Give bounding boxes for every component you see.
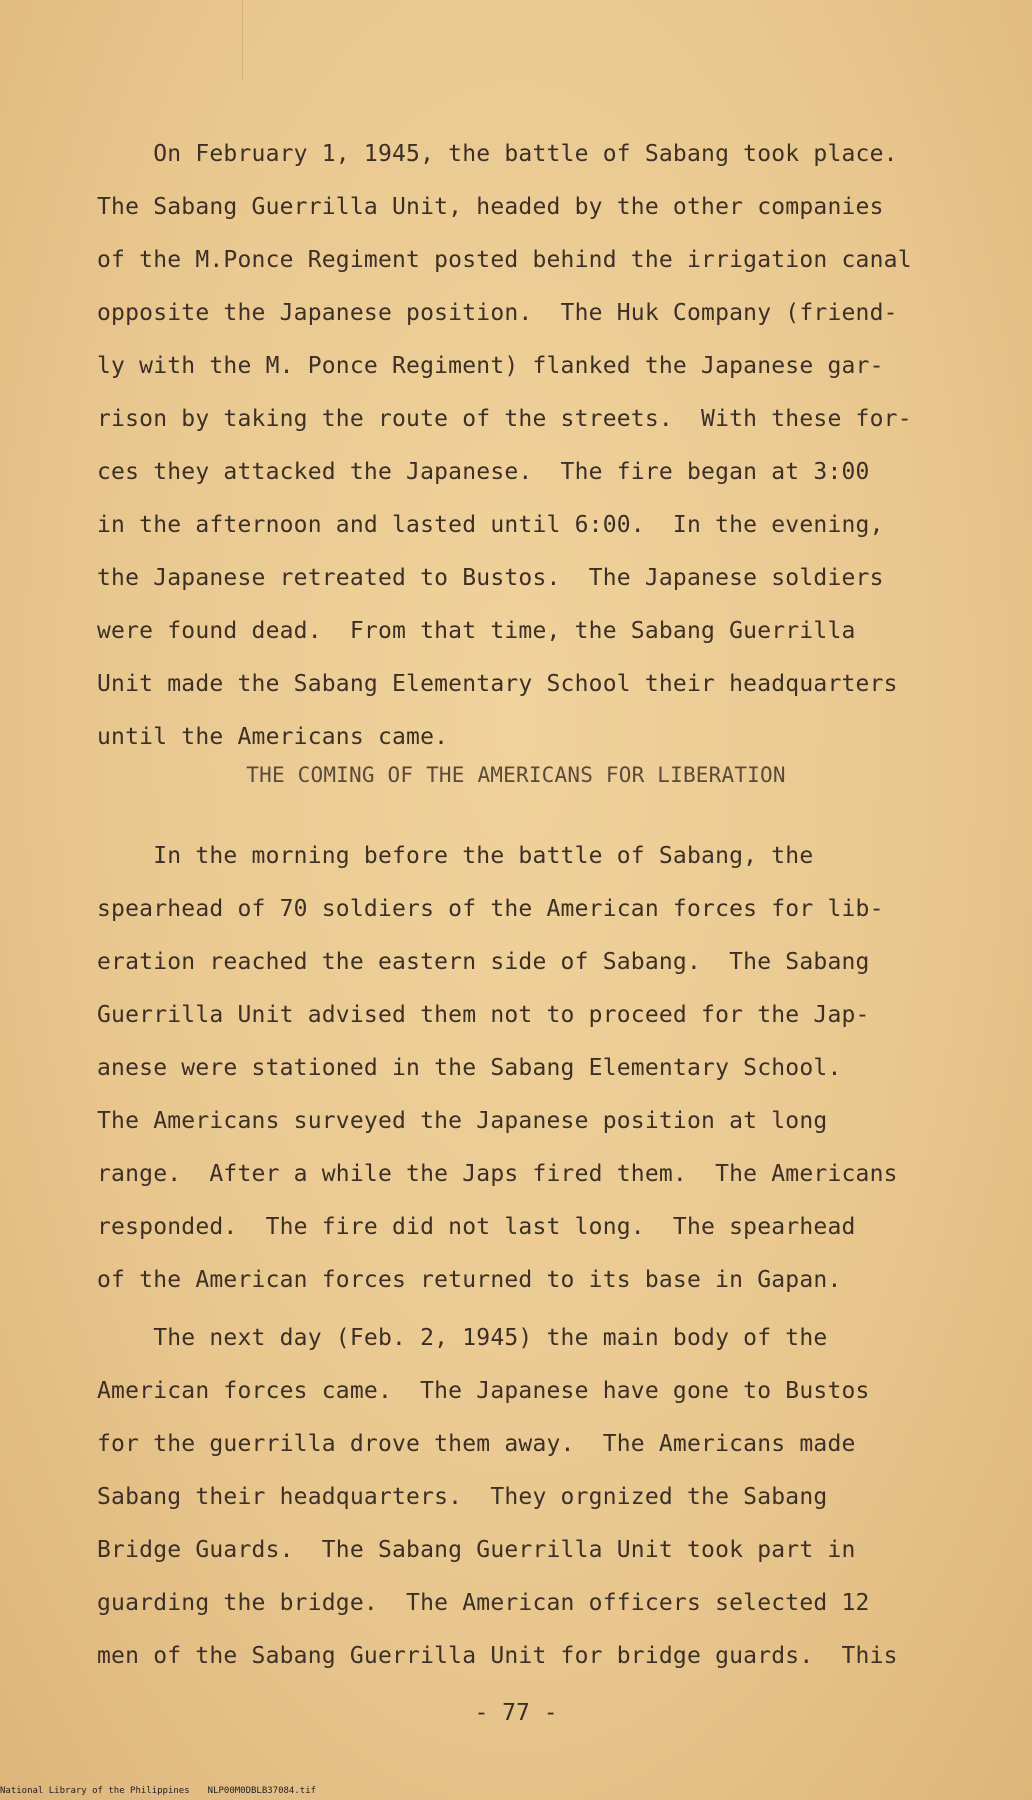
text-line: ces they attacked the Japanese. The fire began at 3:00 bbox=[97, 459, 870, 485]
text-line: anese were stationed in the Sabang Elementary School. bbox=[97, 1055, 842, 1081]
text-line: spearhead of 70 soldiers of the American forces for lib- bbox=[97, 896, 884, 922]
text-line: range. After a while the Japs fired them. The Americans bbox=[97, 1161, 898, 1187]
text-line: opposite the Japanese position. The Huk Company (friend- bbox=[97, 300, 898, 326]
text-line: were found dead. From that time, the Sabang Guerrilla bbox=[97, 618, 856, 644]
text-line: rison by taking the route of the streets. With these for- bbox=[97, 406, 912, 432]
text-line: In the morning before the battle of Sabang, the bbox=[97, 843, 814, 869]
text-line: The Sabang Guerrilla Unit, headed by the other companies bbox=[97, 194, 884, 220]
text-line: in the afternoon and lasted until 6:00. In the evening, bbox=[97, 512, 884, 538]
scan-footer bbox=[0, 1786, 334, 1796]
text-line: eration reached the eastern side of Sabang. The Sabang bbox=[97, 949, 870, 975]
text-line: of the M.Ponce Regiment posted behind the irrigation canal bbox=[97, 247, 912, 273]
text-line: Sabang their headquarters. They orgnized the Sabang bbox=[97, 1484, 828, 1510]
text-line: responded. The fire did not last long. The spearhead bbox=[97, 1214, 856, 1240]
paragraph-american-spearhead bbox=[97, 830, 977, 1307]
text-line: ly with the M. Ponce Regiment) flanked the Japanese gar- bbox=[97, 353, 884, 379]
section-heading: THE COMING OF THE AMERICANS FOR LIBERATION bbox=[246, 763, 786, 787]
text-line: until the Americans came. bbox=[97, 724, 449, 750]
footer-file-id: NLP00M0DBLB37084.tif bbox=[207, 1786, 317, 1796]
text-line: American forces came. The Japanese have gone to Bustos bbox=[97, 1378, 870, 1404]
text-line: guarding the bridge. The American officers selected 12 bbox=[97, 1590, 870, 1616]
text-line: On February 1, 1945, the battle of Sabang took place. bbox=[97, 141, 898, 167]
text-line: of the American forces returned to its base in Gapan. bbox=[97, 1267, 842, 1293]
text-line: The next day (Feb. 2, 1945) the main body of the bbox=[97, 1325, 828, 1351]
text-line: Bridge Guards. The Sabang Guerrilla Unit took part in bbox=[97, 1537, 856, 1563]
paragraph-main-body-arrival bbox=[97, 1312, 977, 1683]
text-line: The Americans surveyed the Japanese position at long bbox=[97, 1108, 828, 1134]
text-line: men of the Sabang Guerrilla Unit for bridge guards. This bbox=[97, 1643, 898, 1669]
paragraph-battle-of-sabang bbox=[97, 128, 977, 764]
text-line: Guerrilla Unit advised them not to proceed for the Jap- bbox=[97, 1002, 870, 1028]
footer-institution: National Library of the Philippines bbox=[0, 1786, 190, 1796]
paper-crease bbox=[242, 0, 243, 80]
page-number: - 77 - bbox=[474, 1700, 558, 1726]
text-line: Unit made the Sabang Elementary School their headquarters bbox=[97, 671, 898, 697]
text-line: for the guerrilla drove them away. The Americans made bbox=[97, 1431, 856, 1457]
text-line: the Japanese retreated to Bustos. The Japanese soldiers bbox=[97, 565, 884, 591]
